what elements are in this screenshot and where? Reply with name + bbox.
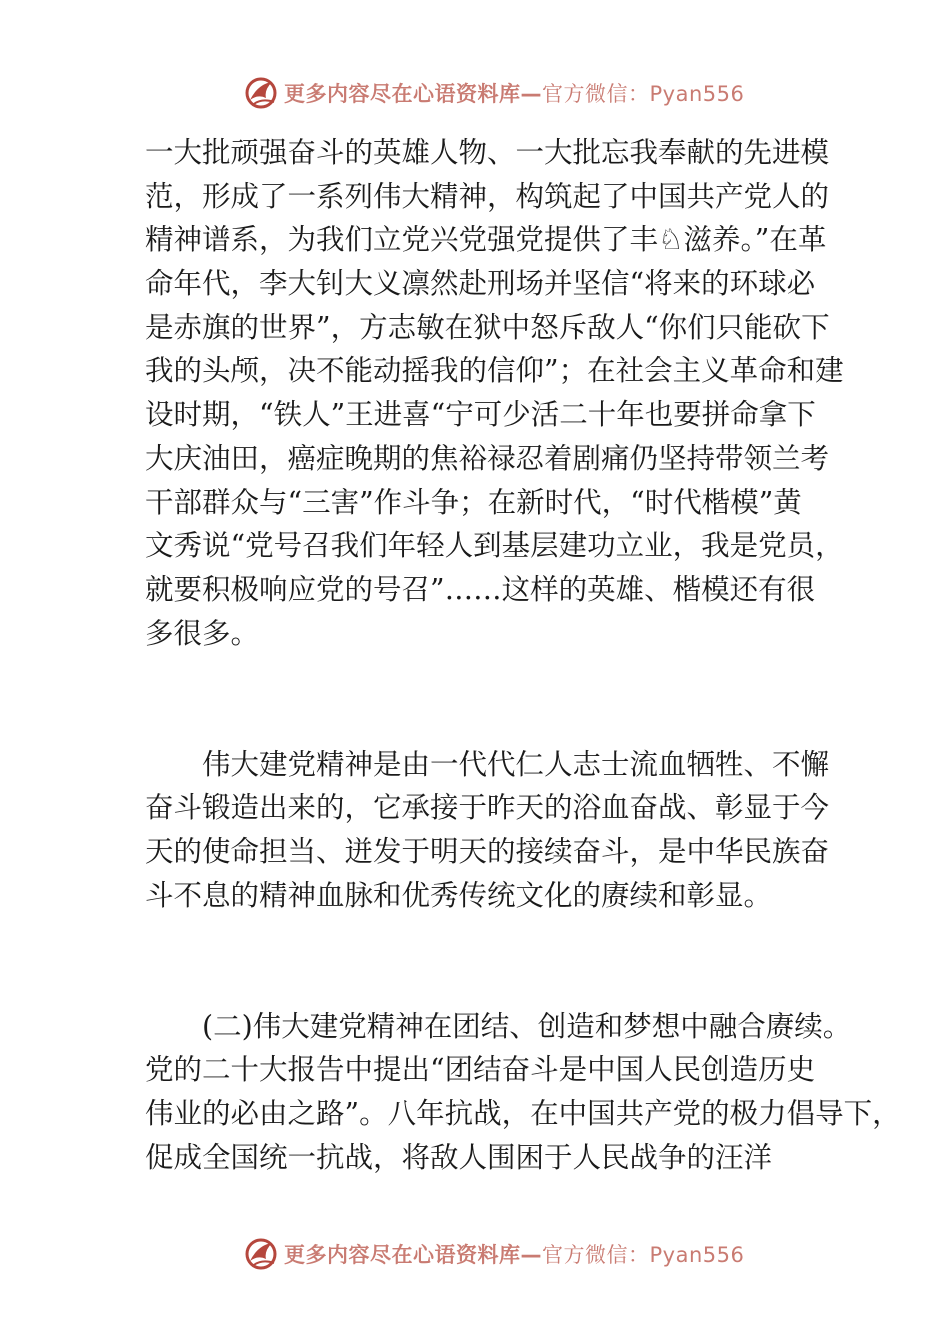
- brand-logo-icon: [244, 76, 278, 110]
- paragraph-spacer: [145, 961, 845, 1005]
- text-line: 伟业的必由之路”。八年抗战，在中国共产党的极力倡导下，: [145, 1097, 901, 1131]
- text-line: 大庆油田，癌症晚期的焦裕禄忍着剧痛仍坚持带领兰考: [145, 441, 830, 475]
- text-line: 设时期，“铁人”王进喜“宁可少活二十年也要拼命拿下: [145, 398, 816, 432]
- text-line: 天的使命担当、迸发于明天的接续奋斗，是中华民族奋: [145, 835, 830, 868]
- paragraph-1: [145, 131, 845, 655]
- paragraph-spacer: [145, 917, 845, 961]
- banner-wechat: 官方微信：Pyan556: [542, 82, 745, 106]
- brand-logo-icon: [244, 1237, 278, 1271]
- document-body: [145, 131, 901, 1180]
- footer-watermark-banner: [244, 1234, 744, 1274]
- text-line: 斗不息的精神血脉和优秀传统文化的赓续和彰显。: [145, 878, 773, 912]
- header-watermark-banner: [244, 73, 744, 113]
- text-line: 一大批顽强奋斗的英雄人物、一大批忘我奉献的先进模: [145, 136, 830, 169]
- text-line: 我的头颅，决不能动摇我的信仰”；在社会主义革命和建: [145, 354, 844, 388]
- text-line: 精神谱系，为我们立党兴党强党提供了丰♘滋养。”在革: [145, 223, 827, 257]
- text-line: 伟大建党精神是由一代代仁人志士流血牺牲、不懈: [202, 747, 830, 781]
- paragraph-spacer: [145, 699, 845, 743]
- footer-banner-text: 更多内容尽在心语资料库—: [284, 1243, 542, 1267]
- text-line: (二)伟大建党精神在团结、创造和梦想中融合赓续。: [202, 1009, 852, 1043]
- text-line: 是赤旗的世界”，方志敏在狱中怒斥敌人“你们只能砍下: [145, 310, 830, 344]
- text-line: 党的二十大报告中提出“团结奋斗是中国人民创造历史: [145, 1053, 816, 1087]
- banner-text: 更多内容尽在心语资料库—: [284, 82, 542, 106]
- footer-banner-wechat: 官方微信：Pyan556: [542, 1243, 745, 1267]
- text-line: 干部群众与“三害”作斗争；在新时代，“时代楷模”黄: [145, 485, 802, 519]
- text-line: 文秀说“党号召我们年轻人到基层建功立业，我是党员，: [145, 529, 844, 563]
- text-line: 促成全国统一抗战，将敌人围困于人民战争的汪洋: [145, 1140, 773, 1174]
- text-line: 多很多。: [145, 616, 260, 650]
- paragraph-2: [145, 743, 845, 918]
- paragraph-spacer: [145, 655, 845, 699]
- text-line: 范，形成了一系列伟大精神，构筑起了中国共产党人的: [145, 179, 830, 213]
- text-line: 就要积极响应党的号召”……这样的英雄、楷模还有很: [145, 572, 816, 606]
- text-line: 命年代，李大钊大义凛然赴刑场并坚信“将来的环球必: [145, 267, 816, 301]
- text-line: 奋斗锻造出来的，它承接于昨天的浴血奋战、彰显于今: [145, 791, 830, 825]
- paragraph-3: [145, 1005, 901, 1180]
